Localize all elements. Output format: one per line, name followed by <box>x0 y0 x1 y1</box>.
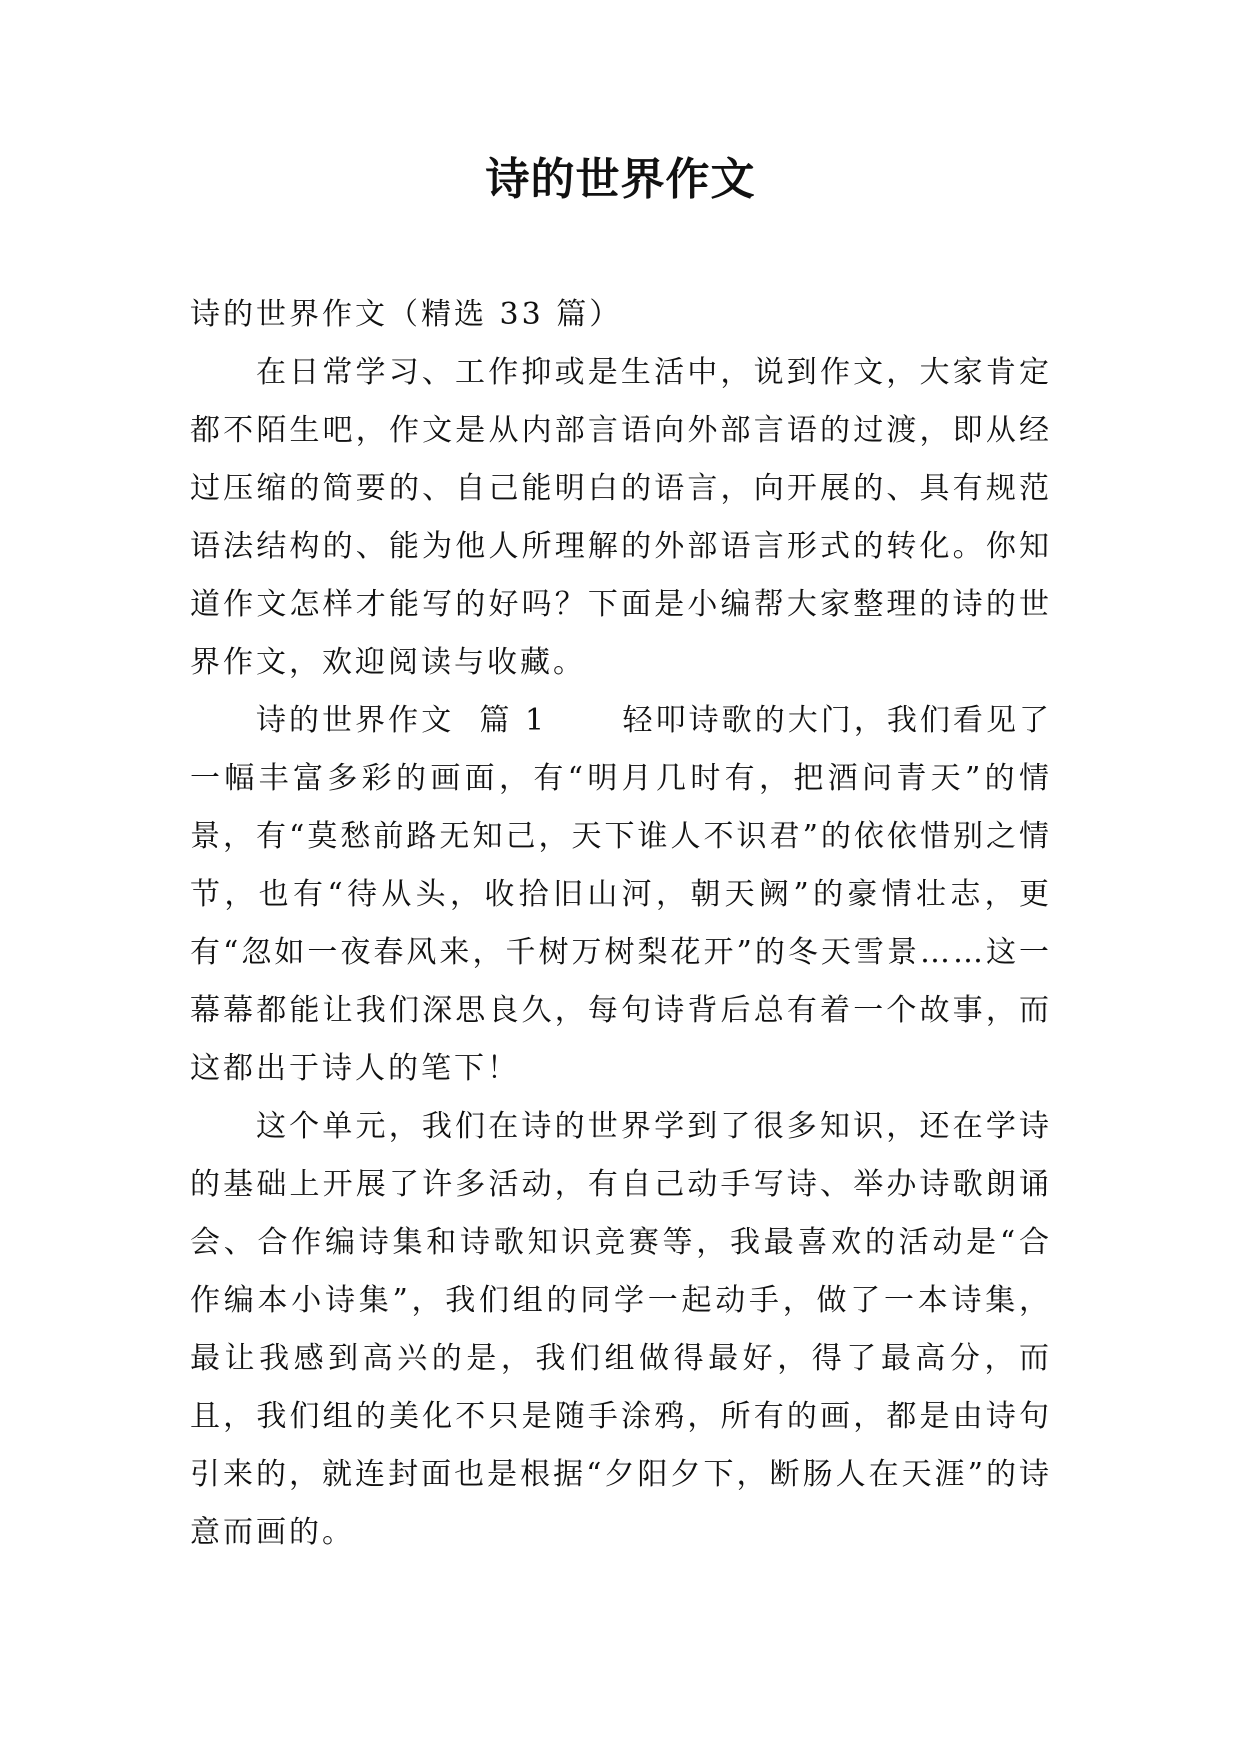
document-body <box>190 286 1052 1562</box>
essay1-paragraph-1-text: 轻叩诗歌的大门，我们看见了一幅丰富多彩的画面，有“明月几时有，把酒问青天”的情景，有“莫愁前路无知己，天下谁人不识君”的依依惜别之情节，也有“待从头，收拾旧山河，朝天阙”的豪情壮志，更有“忽如一夜春风来，千树万树梨花开”的冬天雪景……这一幕幕都能让我们深思良久，每句诗背后总有着一个故事，而这都出于诗人的笔下！ <box>190 703 1053 1086</box>
heading-gap <box>547 703 622 738</box>
intro-paragraph: 在日常学习、工作抑或是生活中，说到作文，大家肯定都不陌生吧，作文是从内部言语向外部言语的过渡，即从经过压缩的简要的、自己能明白的语言，向开展的、具有规范语法结构的、能为他人所理解的外部语言形式的转化。你知道作文怎样才能写的好吗？下面是小编帮大家整理的诗的世界作文，欢迎阅读与收藏。 <box>190 355 1052 680</box>
document-subtitle: 诗的世界作文（精选 33 篇） <box>190 297 623 332</box>
document-title: 诗的世界作文 <box>485 154 756 205</box>
essay1-paragraph-1 <box>190 692 1052 1098</box>
essay1-paragraph-2: 这个单元，我们在诗的世界学到了很多知识，还在学诗的基础上开展了许多活动，有自己动手写诗、举办诗歌朗诵会、合作编诗集和诗歌知识竞赛等，我最喜欢的活动是“合作编本小诗集”，我们组的同学一起动手，做了一本诗集，最让我感到高兴的是，我们组做得最好，得了最高分，而且，我们组的美化不只是随手涂鸦，所有的画，都是由诗句引来的，就连封面也是根据“夕阳夕下，断肠人在天涯”的诗意而画的。 <box>190 1109 1052 1550</box>
essay1-heading: 诗的世界作文 篇 1 <box>256 703 548 738</box>
